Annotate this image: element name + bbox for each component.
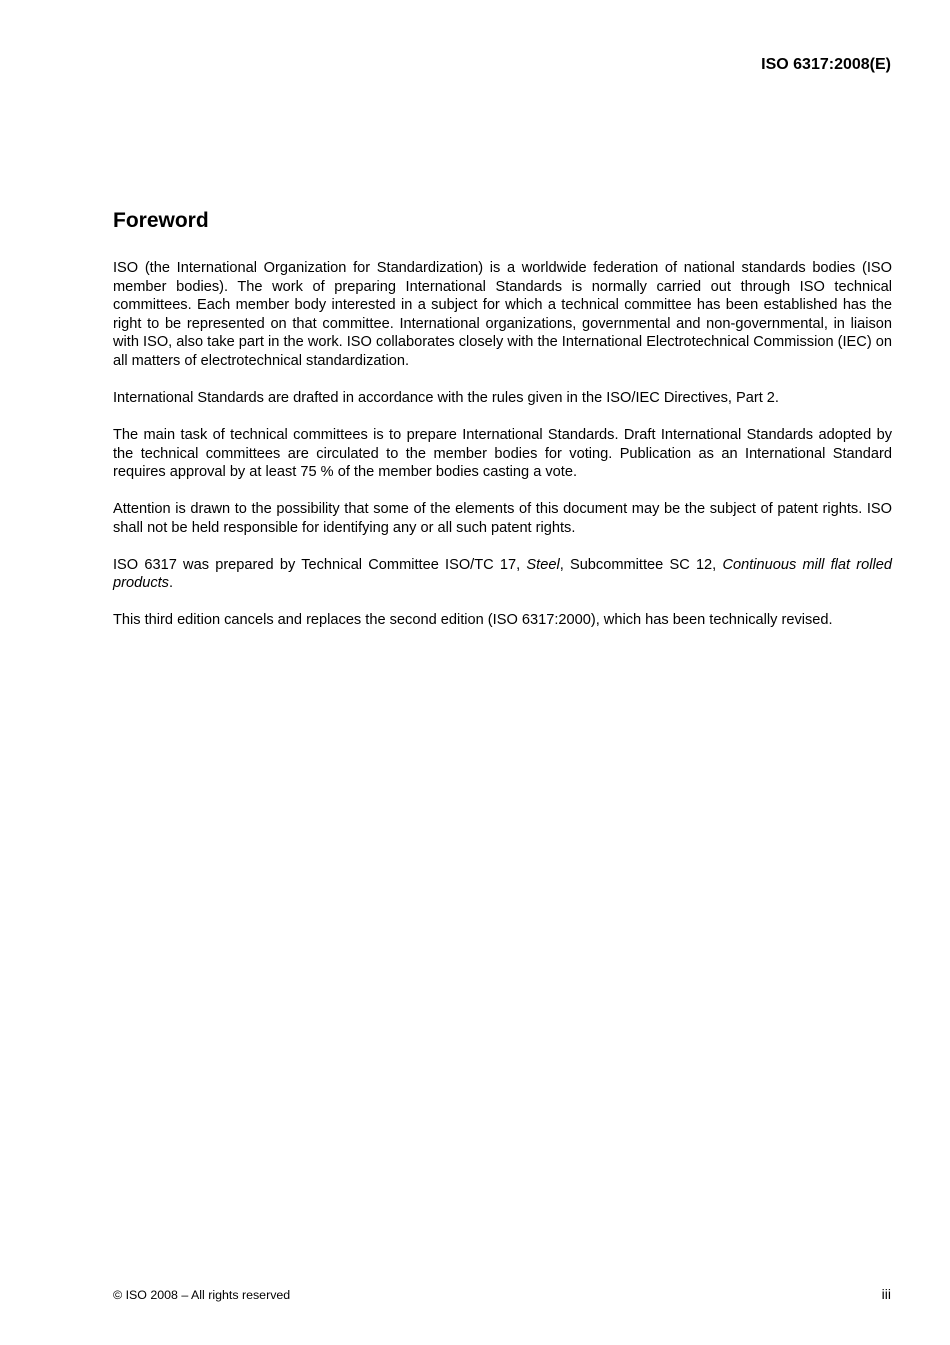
- paragraph-drafting-rules: International Standards are drafted in accordance with the rules given in the ISO/IEC Directives, Part 2.: [113, 389, 779, 406]
- paragraph-committee-task: The main task of technical committees is to prepare International Standards. Draft International Standards adopted by the technical committees are circulated to the member bodies for voting. Publication as an International Standard requires approval by at least 75 % of the member bodies casting a vote.: [113, 426, 892, 481]
- copyright-notice: © ISO 2008 – All rights reserved: [113, 1288, 291, 1302]
- foreword-body: [113, 259, 892, 648]
- prepared-by-text: ISO 6317 was prepared by Technical Committee ISO/TC 17,: [113, 556, 527, 573]
- paragraph-prepared-by: [113, 556, 892, 593]
- paragraph-patent-notice: Attention is drawn to the possibility that some of the elements of this document may be the subject of patent rights. ISO shall not be held responsible for identifying any or all such patent rights.: [113, 501, 892, 536]
- subcommittee-name: Continuous mill flat rolled products: [113, 556, 892, 592]
- sentence-end: .: [168, 575, 174, 592]
- page-title: Foreword: [113, 209, 209, 232]
- paragraph-iso-intro: ISO (the International Organization for Standardization) is a worldwide federation of national standards bodies (ISO member bodies). The work of preparing International Standards is normally carried out through ISO technical committees. Each member body interested in a subject for which a technical committee has been established has the right to be represented on that committee. International organizations, governmental and non-governmental, in liaison with ISO, also take part in the work. ISO collaborates closely with the International Electrotechnical Commission (IEC) on all matters of electrotechnical standardization.: [113, 260, 892, 369]
- document-id-header: ISO 6317:2008(E): [761, 56, 891, 73]
- subcommittee-prefix-text: , Subcommittee SC 12,: [559, 556, 723, 573]
- page-number: iii: [881, 1286, 891, 1302]
- paragraph-edition-note: This third edition cancels and replaces the second edition (ISO 6317:2000), which has been technically revised.: [113, 612, 833, 629]
- committee-name: Steel: [526, 556, 560, 573]
